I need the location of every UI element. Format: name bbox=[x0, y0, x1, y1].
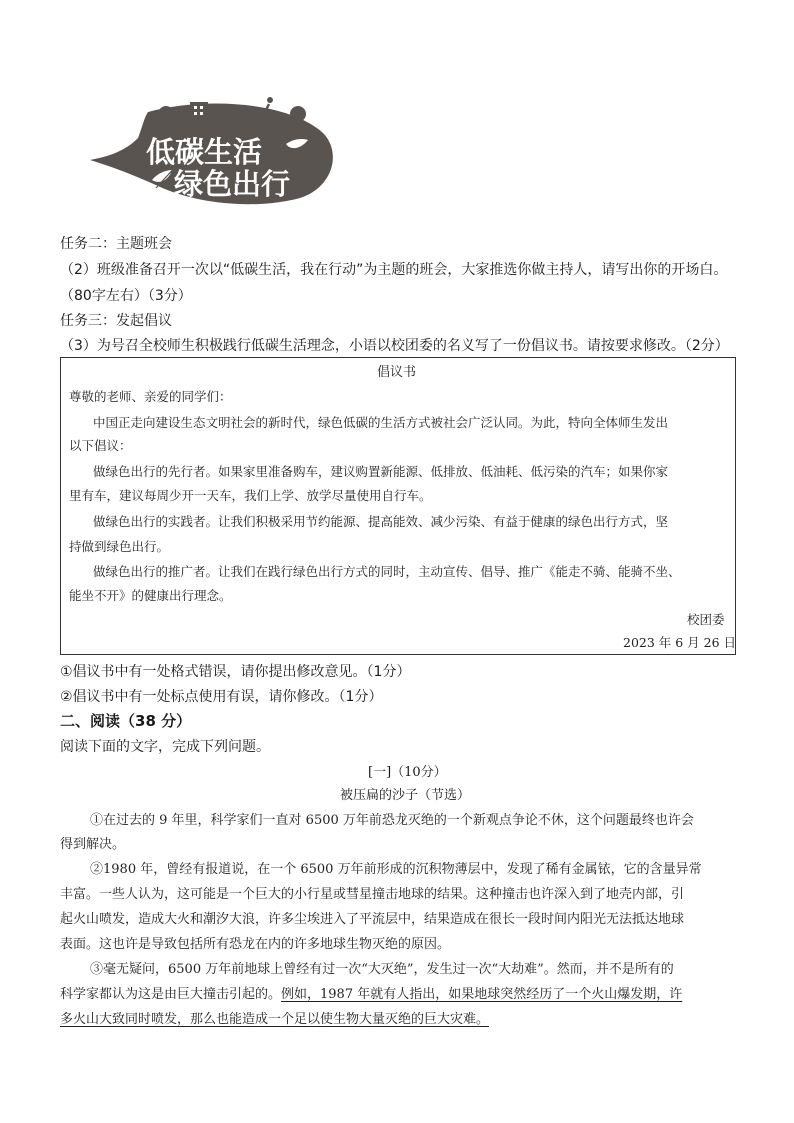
proposal-title: 倡议书 bbox=[377, 365, 417, 380]
proposal-p1-line-2: 以下倡议： bbox=[69, 438, 132, 453]
proposal-signature: 校团委 bbox=[687, 612, 725, 627]
proposal-p3-line-1: 做绿色出行的实践者。让我们积极采用节约能源、提高能效、减少污染、有益于健康的绿色出行方式，坚 bbox=[93, 514, 669, 529]
article-p2-line-1: ②1980 年，曾经有报道说，在一个 6500 万年前形成的沉积物薄层中，发现了稀有金属铱，它的含量异常 bbox=[90, 862, 702, 877]
task3-title: 任务三：发起倡议 bbox=[60, 313, 172, 329]
question-2-line-2: （80字左右）（3分） bbox=[60, 288, 192, 304]
article-p2-line-4: 表面。这也许是导致包括所有恐龙在内的许多地球生物灭绝的原因。 bbox=[60, 937, 451, 952]
proposal-date: 2023 年 6 月 26 日 bbox=[623, 635, 737, 650]
article-p3-line-1: ③毫无疑问，6500 万年前地球上曾经有过一次“大灭绝”，发生过一次“大劫难”。然而，并不是所有的 bbox=[90, 962, 674, 977]
article-p3-underlined-start: 例如，1987 年就有人指出，如果地球突然经历了一个火山爆发期，许 bbox=[281, 987, 683, 1002]
logo-line-2: 绿色出行 bbox=[174, 167, 291, 201]
proposal-greeting: 尊敬的老师、亲爱的同学们： bbox=[69, 389, 232, 404]
article-p3-line-2 bbox=[60, 986, 682, 1004]
section-2-heading: 二、阅读（38 分） bbox=[60, 712, 192, 730]
article-p1-line-2: 得到解决。 bbox=[60, 837, 126, 852]
article-p2-line-2: 丰富。一些人认为，这可能是一个巨大的小行星或彗星撞击地球的结果。这种撞击也许深入到了地壳内部，引 bbox=[60, 887, 685, 902]
proposal-letter-box bbox=[60, 357, 736, 655]
proposal-p2-line-2: 里有车，建议每周少开一天车，我们上学、放学尽量使用自行车。 bbox=[69, 488, 432, 503]
article-p3-line-2-plain: 科学家都认为这是由巨大撞击引起的。 bbox=[60, 987, 282, 1002]
article-title: 被压扁的沙子（节选） bbox=[340, 788, 471, 803]
proposal-p2-line-1: 做绿色出行的先行者。如果家里准备购车，建议购置新能源、低排放、低油耗、低污染的汽车；如果你家 bbox=[93, 464, 669, 479]
task2-title: 任务二：主题班会 bbox=[60, 236, 172, 252]
proposal-p1-line-1: 中国正走向建设生态文明社会的新时代，绿色低碳的生活方式被社会广泛认同。为此，特向全体师生发出 bbox=[93, 415, 669, 430]
question-3: （3）为号召全校师生积极践行低碳生活理念，小语以校团委的名义写了一份倡议书。请按要求修改。（2分） bbox=[60, 338, 729, 354]
sub-question-1: ①倡议书中有一处格式错误，请你提出修改意见。（1分） bbox=[60, 664, 411, 680]
article-p1-line-1: ①在过去的 9 年里，科学家们一直对 6500 万年前恐龙灭绝的一个新观点争论不休，这个问题最终也许会 bbox=[90, 813, 694, 828]
article-p3-line-3-underlined: 多火山大致同时喷发，那么也能造成一个足以使生物大量灭绝的巨大灾难。 bbox=[60, 1012, 490, 1027]
article-p2-line-3: 起火山喷发，造成大火和潮汐大浪，许多尘埃进入了平流层中，结果造成在很长一段时间内阳光无法抵达地球 bbox=[60, 912, 685, 927]
low-carbon-logo bbox=[86, 94, 336, 214]
sub-question-2: ②倡议书中有一处标点使用有误，请你修改。（1分） bbox=[60, 689, 383, 705]
proposal-p4-line-2: 能坐不开》的健康出行理念。 bbox=[69, 588, 232, 603]
proposal-p3-line-2: 持做到绿色出行。 bbox=[69, 539, 170, 554]
proposal-p4-line-1: 做绿色出行的推广者。让我们在践行绿色出行方式的同时，主动宣传、倡导、推广《能走不骑、能骑不坐、 bbox=[93, 564, 681, 579]
question-2-line-1: （2）班级准备召开一次以“低碳生活，我在行动”为主题的班会，大家推选你做主持人，请写出你的开场白。 bbox=[60, 262, 728, 278]
logo-line-1: 低碳生活 bbox=[146, 135, 263, 169]
reading-instruction: 阅读下面的文字，完成下列问题。 bbox=[60, 739, 270, 755]
part-label: [一]（10分） bbox=[368, 765, 447, 780]
